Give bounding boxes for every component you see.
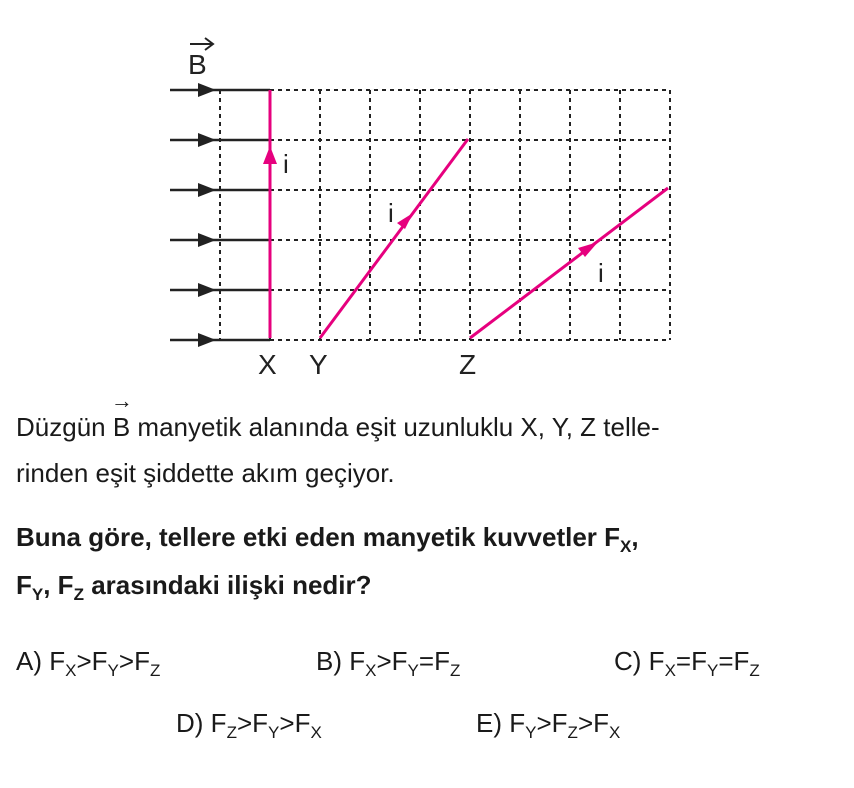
field-label: B — [188, 49, 207, 80]
magnetic-field-diagram — [0, 0, 854, 390]
option-b[interactable] — [316, 646, 461, 680]
force-term: F — [509, 708, 526, 738]
relation-symbol: > — [279, 708, 295, 738]
wire-y — [320, 139, 468, 338]
relation-symbol: > — [118, 646, 135, 676]
option-letter: B) — [316, 646, 350, 676]
current-label-z: i — [598, 258, 604, 288]
relation-symbol: > — [376, 646, 392, 676]
force-subscript: X — [310, 723, 322, 742]
force-subscript: Z — [567, 723, 578, 742]
option-letter: E) — [476, 708, 510, 738]
force-subscript: Y — [107, 661, 119, 680]
force-subscript: Y — [407, 661, 419, 680]
field-arrow-icon — [198, 133, 216, 147]
force-subscript: X — [664, 661, 676, 680]
force-term: F — [349, 646, 366, 676]
force-term: F — [49, 646, 66, 676]
dashed-grid — [220, 90, 670, 340]
relation-symbol: > — [236, 708, 253, 738]
option-letter: A) — [16, 646, 50, 676]
option-a[interactable] — [16, 646, 161, 680]
force-subscript: Y — [706, 661, 719, 680]
wire-x — [263, 90, 289, 338]
field-arrow-icon — [198, 183, 216, 197]
force-term: F — [252, 708, 269, 738]
current-label-y: i — [388, 198, 394, 228]
force-subscript: Z — [149, 661, 161, 680]
field-arrow-icon — [198, 233, 216, 247]
force-term: F — [593, 708, 610, 738]
force-term: F — [691, 646, 707, 676]
force-term: F — [434, 646, 450, 676]
current-arrow-icon — [263, 146, 277, 164]
force-subscript: Y — [525, 723, 537, 742]
wire-label-z: Z — [459, 349, 477, 380]
field-label-B — [188, 38, 213, 80]
field-arrow-icon — [198, 283, 216, 297]
option-c[interactable] — [614, 646, 760, 680]
force-term: F — [91, 646, 108, 676]
relation-symbol: > — [76, 646, 92, 676]
field-arrow-icon — [198, 83, 216, 97]
force-subscript: Z — [749, 661, 760, 680]
current-arrow-icon — [397, 213, 413, 229]
relation-symbol: = — [675, 646, 692, 676]
wire-label-y: Y — [309, 349, 328, 380]
relation-symbol: = — [718, 646, 734, 676]
force-term: F — [733, 646, 750, 676]
force-subscript: X — [609, 723, 621, 742]
question-prompt-line-1: Buna göre, tellere etki eden manyetik kuvvetler $F_X$, — [16, 522, 639, 556]
force-subscript: X — [365, 661, 377, 680]
option-letter: D) — [176, 708, 211, 738]
vector-arrow-icon: → — [110, 388, 133, 413]
force-term: F — [391, 646, 408, 676]
question-line-1: Düzgün → B manyetik alanında eşit uzunluklu X, Y, Z telle- — [16, 388, 660, 442]
force-term: F — [210, 708, 227, 738]
force-term: F — [551, 708, 568, 738]
option-letter: C) — [614, 646, 649, 676]
field-arrow-icon — [198, 333, 216, 347]
force-term: F — [648, 646, 665, 676]
option-d[interactable] — [176, 708, 322, 742]
force-subscript: Z — [449, 661, 461, 680]
force-subscript: Y — [268, 723, 280, 742]
question-prompt-line-2: $F_Y$, $F_Z$ arasındaki ilişki nedir? — [16, 570, 372, 604]
force-term: F — [134, 646, 150, 676]
current-label-x: i — [283, 149, 289, 179]
force-subscript: X — [65, 661, 77, 680]
relation-symbol: > — [577, 708, 594, 738]
wire-label-x: X — [258, 349, 277, 380]
relation-symbol: > — [536, 708, 552, 738]
option-e[interactable] — [476, 708, 621, 742]
relation-symbol: = — [418, 646, 435, 676]
force-subscript: Z — [226, 723, 237, 742]
force-term: F — [294, 708, 311, 738]
question-line-2: rinden eşit şiddette akım geçiyor. — [16, 458, 395, 488]
